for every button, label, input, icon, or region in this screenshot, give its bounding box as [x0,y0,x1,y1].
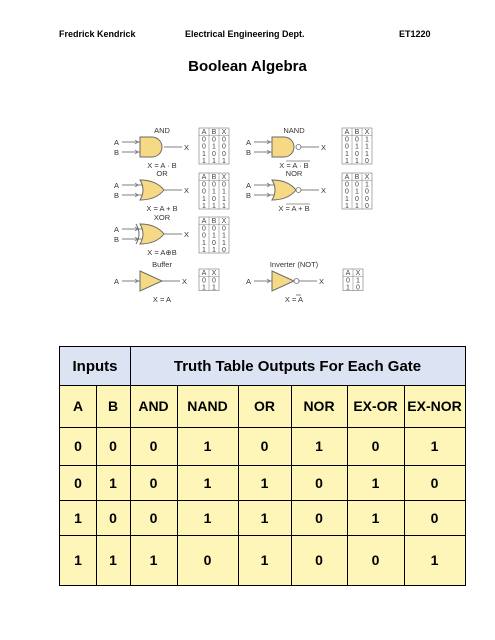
mini-table-cell: 0 [365,203,369,210]
mini-table-cell: 0 [345,181,349,189]
mini-table-cell: 0 [355,136,359,144]
mini-table-cell: 1 [365,143,369,151]
inverter-gate [246,260,363,304]
table-cell: 0 [315,509,323,526]
page-title: Boolean Algebra [188,58,307,75]
table-cell: 0 [109,509,117,526]
input-label-b: B [246,148,252,157]
column-header: A [72,398,84,414]
xor-expression: X = A⊕B [147,248,177,257]
mini-table-cell: 1 [365,150,369,158]
mini-table-cell: 1 [345,195,349,203]
inversion-bubble [294,279,299,284]
output-label-x: X [319,277,325,286]
column-header: EX-NOR [407,398,462,414]
mini-table-cell: 1 [202,239,206,247]
column-header: B [107,398,119,414]
mini-table-cell: 0 [222,225,226,233]
xor-gate [114,213,229,257]
table-cell: 1 [149,552,158,568]
mini-table-cell: 1 [365,181,369,189]
truth-table [59,346,466,586]
mini-table-cell: 1 [202,247,206,254]
table-cell: 1 [315,438,323,454]
table-divider [130,347,131,385]
mini-table-cell: 0 [212,150,216,158]
output-label-x: X [184,186,190,195]
input-label-a: A [114,277,120,286]
table-cell: 0 [260,438,269,454]
mini-table-header: B [354,129,360,137]
mini-table-cell: 1 [212,188,216,196]
column-header: AND [138,398,169,414]
inputs-header: Inputs [72,357,118,375]
column-header: NAND [187,398,228,414]
nand-symbol [272,137,294,157]
mini-table-cell: 1 [356,277,360,285]
and-expression: X = A · B [147,161,177,170]
or-expression: X = A + B [146,204,178,213]
xor-symbol [140,224,164,244]
mini-table-cell: 1 [222,232,226,240]
input-label-a: A [246,181,252,190]
table-cell: 1 [74,509,82,526]
mini-table-cell: 1 [202,284,206,292]
mini-table-header: A [201,129,207,137]
mini-table-cell: 0 [345,143,349,151]
input-label-b: B [114,148,120,157]
table-cell: 1 [109,474,117,491]
mini-table-header: X [364,174,370,182]
mini-table-cell: 0 [365,158,369,165]
table-cell: 1 [371,474,380,491]
input-label-a: A [246,277,252,286]
input-label-a: A [114,138,120,147]
output-label-x: X [184,230,190,239]
mini-table-cell: 1 [346,284,350,292]
buffer-expression: X = A [152,295,172,304]
mini-table-cell: 1 [345,158,349,165]
output-label-x: X [184,143,190,152]
nor-symbol [272,180,296,200]
input-label-b: B [114,191,120,200]
mini-table-cell: 0 [212,225,216,233]
mini-table-cell: 0 [222,150,226,158]
mini-table-header: A [201,174,207,182]
table-cell: 1 [260,509,269,526]
output-label-x: X [321,143,327,152]
table-cell: 0 [430,474,439,491]
input-label-a: A [114,225,120,234]
mini-table-cell: 1 [355,188,359,196]
mini-table-cell: 0 [222,247,226,254]
mini-table-cell: 0 [356,284,360,292]
inversion-bubble [296,188,301,193]
input-label-b: B [114,235,120,244]
table-cell: 0 [109,438,117,454]
table-cell: 0 [315,474,323,491]
mini-table-cell: 0 [212,195,216,203]
column-header: EX-OR [353,398,398,414]
table-cell: 0 [149,509,158,526]
nand-gate [246,126,372,170]
table-cell: 1 [109,552,117,568]
buffer-symbol [140,271,162,291]
table-cell: 1 [203,438,212,454]
mini-table-cell: 1 [212,232,216,240]
outputs-header: Truth Table Outputs For Each Gate [173,357,422,375]
mini-table-cell: 0 [202,188,206,196]
nor-name: NOR [285,169,303,178]
header-author: Fredrick Kendrick [59,29,136,39]
mini-table-cell: 0 [202,181,206,189]
table-cell: 1 [74,552,82,568]
nand-expression: X = A · B [279,161,309,170]
mini-table-cell: 1 [212,203,216,210]
mini-table-cell: 0 [212,181,216,189]
mini-table-header: A [344,174,350,182]
mini-table-cell: 1 [222,195,226,203]
mini-table-cell: 0 [355,181,359,189]
mini-table-cell: 0 [202,277,206,285]
or-gate [114,169,229,213]
mini-table-cell: 1 [345,203,349,210]
table-cell: 1 [371,509,380,526]
header-course: ET1220 [399,29,431,39]
mini-table-cell: 1 [345,150,349,158]
mini-table-cell: 1 [202,203,206,210]
column-header: OR [254,398,275,414]
mini-table-header: A [201,218,207,226]
mini-table-header: A [201,270,207,278]
mini-table-cell: 1 [355,158,359,165]
mini-table-cell: 0 [365,195,369,203]
mini-table-cell: 0 [212,277,216,285]
table-cell: 0 [149,438,158,454]
table-cell: 0 [74,474,82,491]
mini-table-cell: 0 [222,181,226,189]
mini-table-header: X [221,129,227,137]
mini-table-header: B [354,174,360,182]
buffer-gate [114,260,219,304]
mini-table-cell: 0 [365,188,369,196]
xor-extra-arc [136,224,139,244]
nor-gate [246,169,372,213]
table-cell: 0 [74,438,82,454]
table-cell: 1 [430,552,439,568]
mini-table-cell: 1 [212,158,216,165]
mini-table-cell: 0 [212,239,216,247]
or-symbol [140,180,164,200]
table-cell: 0 [315,552,323,568]
table-cell: 0 [371,438,380,454]
xor-name: XOR [153,213,171,222]
mini-table-cell: 0 [346,277,350,285]
table-cell: 0 [149,474,158,491]
input-label-b: B [246,191,252,200]
output-label-x: X [321,186,327,195]
inverter-expression: X = A [284,295,304,304]
column-header: NOR [303,398,335,414]
mini-table-header: X [364,129,370,137]
mini-table-cell: 0 [222,136,226,144]
mini-table-cell: 1 [355,143,359,151]
mini-table-cell: 0 [222,143,226,151]
mini-table-cell: 1 [222,203,226,210]
mini-table-cell: 0 [202,232,206,240]
mini-table-cell: 0 [345,188,349,196]
mini-table-header: A [345,270,351,278]
input-label-a: A [246,138,252,147]
header-department: Electrical Engineering Dept. [185,29,305,39]
mini-table-cell: 0 [202,136,206,144]
mini-table-header: X [211,270,217,278]
table-cell: 1 [260,474,269,491]
and-symbol [140,137,162,157]
mini-table-cell: 1 [365,136,369,144]
mini-table-cell: 1 [202,195,206,203]
input-label-a: A [114,181,120,190]
mini-table-cell: 1 [202,158,206,165]
inverter-symbol [272,271,294,291]
mini-table-cell: 0 [345,136,349,144]
mini-table-header: B [211,174,217,182]
mini-table-header: B [211,129,217,137]
mini-table-cell: 0 [355,150,359,158]
or-name: OR [156,169,168,178]
buffer-name: Buffer [152,260,172,269]
mini-table-cell: 0 [202,143,206,151]
output-label-x: X [182,277,188,286]
table-cell: 0 [371,552,380,568]
table-cell: 0 [203,552,212,568]
table-cell: 1 [430,438,439,454]
inversion-bubble [296,145,301,150]
mini-table-cell: 1 [212,247,216,254]
table-cell: 0 [430,509,439,526]
mini-table-cell: 1 [355,203,359,210]
mini-table-header: X [355,270,361,278]
table-cell: 1 [203,509,212,526]
mini-table-cell: 0 [212,136,216,144]
mini-table-cell: 1 [222,239,226,247]
inverter-name: Inverter (NOT) [269,260,319,269]
table-cell: 1 [203,474,212,491]
mini-table-cell: 0 [355,195,359,203]
table-cell: 1 [260,552,269,568]
mini-table-cell: 1 [212,284,216,292]
and-gate [114,126,229,170]
mini-table-header: B [211,218,217,226]
mini-table-cell: 0 [202,225,206,233]
mini-table-cell: 1 [222,188,226,196]
mini-table-cell: 1 [222,158,226,165]
mini-table-header: X [221,174,227,182]
mini-table-cell: 1 [202,150,206,158]
mini-table-header: A [344,129,350,137]
nand-name: NAND [283,126,305,135]
and-name: AND [154,126,170,135]
mini-table-header: X [221,218,227,226]
mini-table-cell: 1 [212,143,216,151]
nor-expression: X = A + B [278,204,310,213]
